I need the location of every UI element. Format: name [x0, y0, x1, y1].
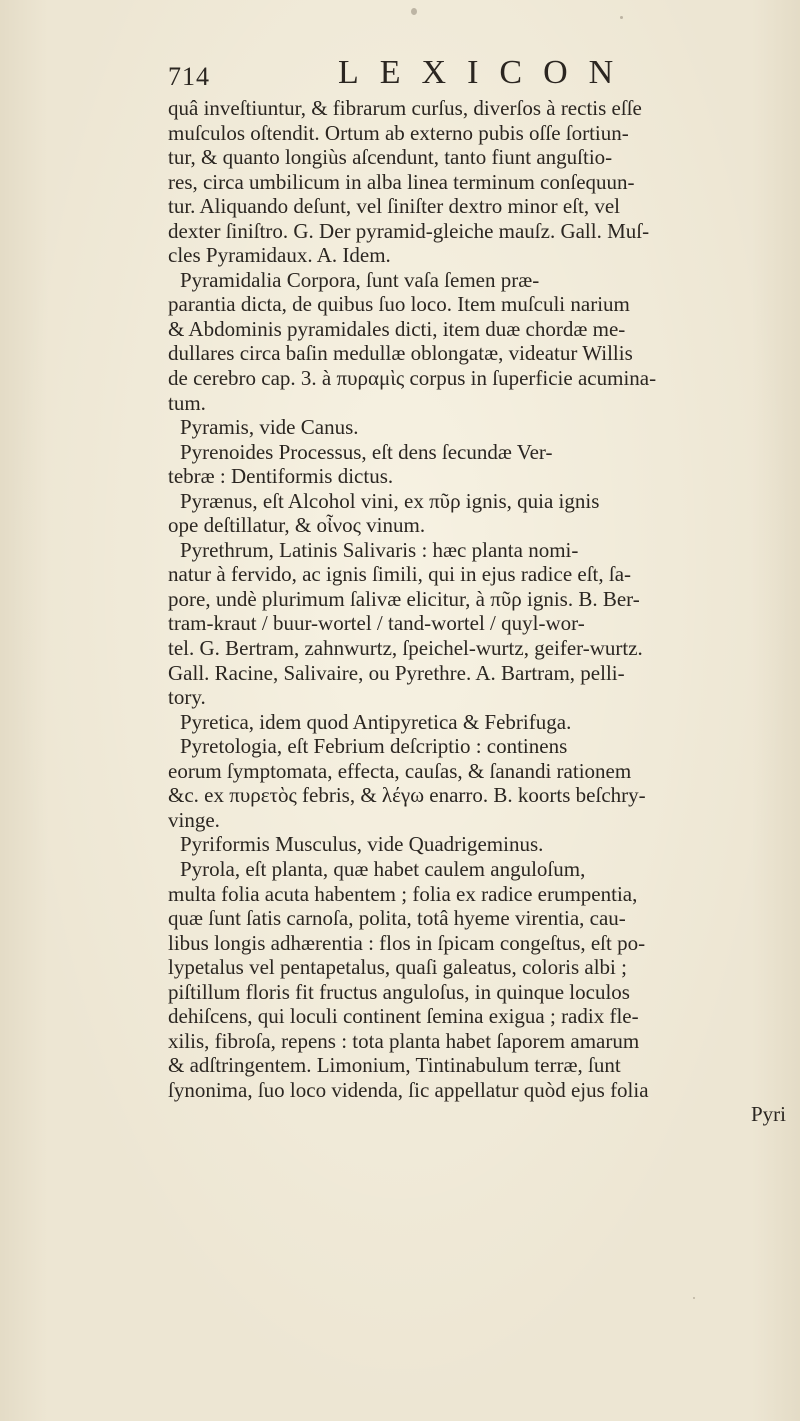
- text-line: Gall. Racine, Salivaire, ou Pyrethre. A. Bartram, pelli-: [168, 660, 625, 685]
- page-header: [168, 52, 768, 92]
- text-line: piſtillum floris fit fructus anguloſus, in quinque loculos: [168, 979, 630, 1004]
- text-line: Pyretologia, eſt Febrium deſcriptio : continens: [180, 734, 568, 759]
- text-line: dexter ſiniſtro. G. Der pyramid-gleiche mauſz. Gall. Muſ-: [168, 218, 650, 243]
- text-line: Pyramis, vide Canus.: [180, 415, 359, 440]
- text-line: libus longis adhærentia : flos in ſpicam congeſtus, eſt po-: [168, 930, 646, 955]
- text-line: Pyriformis Musculus, vide Quadrigeminus.: [180, 832, 544, 857]
- text-line: tram-kraut / buur-wortel / tand-wortel / quyl-wor-: [168, 611, 585, 636]
- text-line: lypetalus vel pentapetalus, quaſi galeatus, coloris albi ;: [168, 955, 627, 980]
- catchword: Pyri: [750, 1102, 786, 1127]
- text-line: ope deſtillatur, & οἶνος vinum.: [168, 513, 426, 538]
- text-line: Pyramidalia Corpora, ſunt vaſa ſemen præ-: [180, 267, 540, 292]
- text-line: xilis, fibroſa, repens : tota planta habet ſaporem amarum: [168, 1028, 640, 1053]
- text-line: pore, undè plurimum ſalivæ elicitur, à πῦρ ignis. B. Ber-: [168, 586, 640, 611]
- text-line: quâ inveſtiuntur, & fibrarum curſus, diverſos à rectis eſſe: [168, 96, 642, 120]
- text-line: Pyrænus, eſt Alcohol vini, ex πῦρ ignis, quia ignis: [180, 488, 600, 513]
- text-line: tur. Aliquando deſunt, vel ſiniſter dextro minor eſt, vel: [168, 194, 621, 219]
- text-line: ſynonima, ſuo loco videnda, ſic appellatur quòd ejus folia: [168, 1077, 649, 1102]
- running-title: LEXICON: [338, 54, 635, 91]
- text-line: tel. G. Bertram, zahnwurtz, ſpeichel-wurtz, geifer-wurtz.: [168, 636, 643, 661]
- text-line: multa folia acuta habentem ; folia ex radice erumpentia,: [168, 881, 638, 906]
- page-number: 714: [168, 62, 210, 91]
- text-line: Pyrenoides Processus, eſt dens ſecundæ Ver-: [180, 439, 553, 464]
- text-line: de cerebro cap. 3. à πυραμὶς corpus in ſuperficie acumina-: [168, 366, 657, 391]
- text-line: tum.: [168, 390, 206, 415]
- text-line: Pyrola, eſt planta, quæ habet caulem anguloſum,: [180, 856, 586, 881]
- text-line: cles Pyramidaux. A. Idem.: [168, 243, 391, 268]
- text-line: vinge.: [168, 807, 220, 832]
- text-line: parantia dicta, de quibus ſuo loco. Item muſculi narium: [168, 292, 630, 317]
- paper-speck: [411, 8, 417, 15]
- text-line: & Abdominis pyramidales dicti, item duæ chordæ me-: [168, 316, 626, 341]
- text-line: muſculos oſtendit. Ortum ab externo pubis oſſe ſortiun-: [168, 120, 629, 145]
- paper-speck: [620, 16, 623, 19]
- text-line: &c. ex πυρετὸς febris, & λέγω enarro. B. koorts beſchry-: [168, 783, 646, 808]
- text-line: quæ ſunt ſatis carnoſa, polita, totâ hyeme virentia, cau-: [168, 906, 626, 931]
- dictionary-text: [168, 96, 788, 1127]
- text-line: natur à fervido, ac ignis ſimili, qui in ejus radice eſt, ſa-: [168, 562, 632, 587]
- text-line: Pyretica, idem quod Antipyretica & Febrifuga.: [180, 709, 572, 734]
- text-line: & adſtringentem. Limonium, Tintinabulum terræ, ſunt: [168, 1053, 621, 1078]
- paper-speck: [693, 1297, 695, 1299]
- text-line: eorum ſymptomata, effecta, cauſas, & ſanandi rationem: [168, 758, 632, 783]
- text-line: res, circa umbilicum in alba linea terminum conſequun-: [168, 169, 635, 194]
- text-line: tebræ : Dentiformis dictus.: [168, 464, 394, 489]
- text-line: dehiſcens, qui loculi continent ſemina exigua ; radix fle-: [168, 1004, 639, 1029]
- text-line: Pyrethrum, Latinis Salivaris : hæc planta nomi-: [180, 537, 579, 562]
- text-line: dullares circa baſin medullæ oblongatæ, videatur Willis: [168, 341, 633, 366]
- text-line: tur, & quanto longiùs aſcendunt, tanto fiunt anguſtio-: [168, 145, 613, 170]
- text-line: tory.: [168, 685, 206, 710]
